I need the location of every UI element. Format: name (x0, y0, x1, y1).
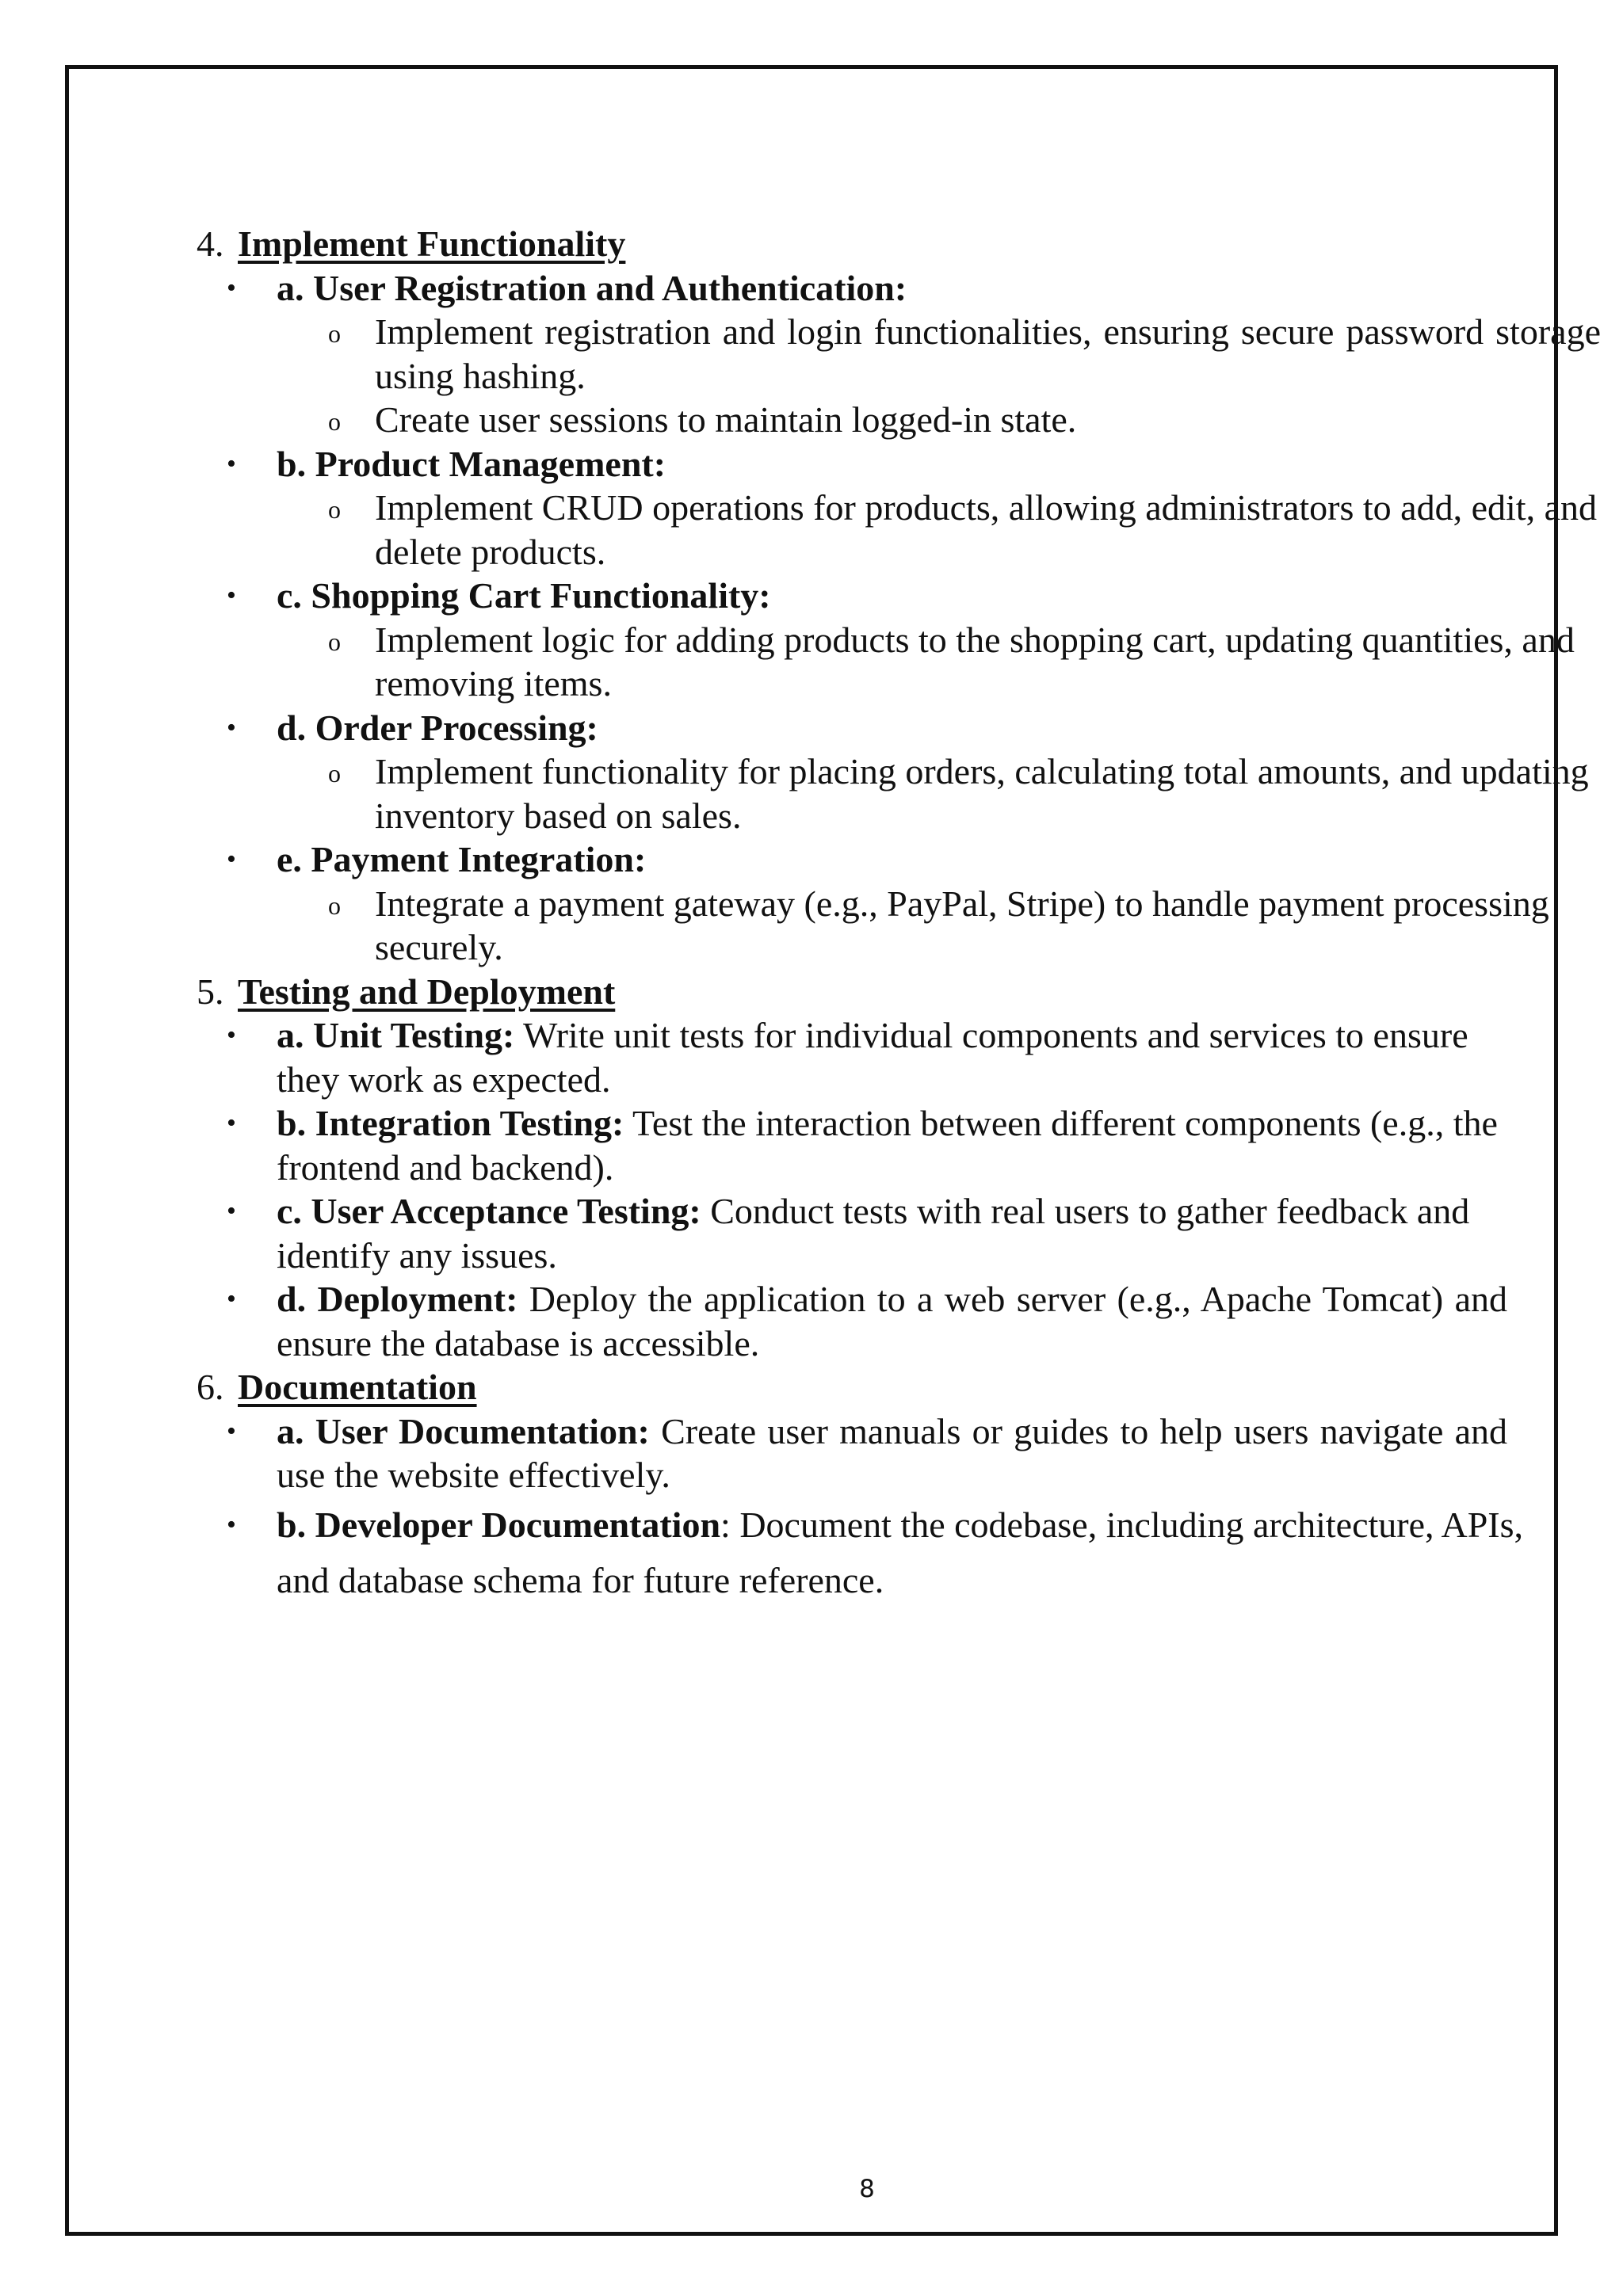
sub-item-text: Implement functionality for placing orders, calculating total amounts, and updating inventory based on sales. (375, 751, 1589, 836)
item-text: Test the interaction between different components (e.g., the frontend and backend). (277, 1103, 1498, 1188)
item-label: a. User Registration and Authentication: (277, 267, 907, 308)
bullet-icon: • (227, 1196, 236, 1226)
sub-list-item (197, 310, 1601, 398)
list-item (197, 1409, 1507, 1497)
bullet-icon: • (227, 1108, 236, 1138)
sub-list-item (197, 486, 1601, 574)
list-item (197, 442, 1507, 486)
sub-list-item (197, 882, 1601, 970)
circle-bullet-icon: o (328, 407, 341, 436)
bullet-icon: • (227, 712, 236, 742)
circle-bullet-icon: o (328, 627, 341, 656)
circle-bullet-icon: o (328, 319, 341, 348)
list-item (197, 1101, 1507, 1189)
item-label: d. Deployment: (277, 1279, 518, 1319)
section-heading (197, 222, 1560, 266)
list-item (197, 1189, 1507, 1277)
item-label: a. Unit Testing: (277, 1015, 515, 1055)
item-label: d. Order Processing: (277, 707, 598, 748)
bullet-icon: • (227, 1416, 236, 1446)
sub-list-item (197, 749, 1601, 837)
item-text: Write unit tests for individual components and services to ensure they work as expected. (277, 1015, 1468, 1100)
list-item (197, 1013, 1507, 1101)
sub-item-text: Create user sessions to maintain logged-in state. (375, 399, 1077, 440)
document-body (197, 222, 1601, 1608)
item-label: c. Shopping Cart Functionality: (277, 575, 771, 616)
page-number: 8 (859, 2175, 875, 2203)
sub-item-text: Implement CRUD operations for products, allowing administrators to add, edit, and delete products. (375, 487, 1597, 572)
section-number: 5. (197, 971, 224, 1012)
item-label: b. Product Management: (277, 443, 666, 484)
section-title: Testing and Deployment (238, 971, 616, 1012)
list-item (197, 837, 1507, 882)
bullet-icon: • (227, 845, 236, 874)
bullet-icon: • (227, 1020, 236, 1050)
list-item (197, 266, 1507, 311)
item-label: b. Developer Documentation (277, 1504, 721, 1545)
circle-bullet-icon: o (328, 495, 341, 524)
list-item (197, 1277, 1507, 1365)
section-title: Documentation (238, 1367, 477, 1407)
item-label: a. User Documentation: (277, 1410, 650, 1451)
bullet-icon: • (227, 273, 236, 303)
list-item (197, 706, 1507, 750)
item-label: b. Integration Testing: (277, 1103, 624, 1143)
sub-item-text: Implement logic for adding products to the shopping cart, updating quantities, and removing items. (375, 619, 1575, 704)
section-number: 6. (197, 1367, 224, 1407)
item-text: Conduct tests with real users to gather feedback and identify any issues. (277, 1191, 1470, 1276)
bullet-icon: • (227, 581, 236, 610)
bullet-icon: • (227, 448, 236, 479)
item-label: e. Payment Integration: (277, 839, 647, 879)
section-heading (197, 1365, 1560, 1409)
item-text: Create user manuals or guides to help users navigate and use the website effectively. (277, 1410, 1508, 1495)
list-item (197, 574, 1507, 618)
circle-bullet-icon: o (328, 759, 341, 788)
item-text: : Document the codebase, including architecture, APIs, and database schema for future reference. (277, 1504, 1524, 1600)
item-label: c. User Acceptance Testing: (277, 1191, 701, 1231)
circle-bullet-icon: o (328, 891, 341, 920)
sub-item-text: Implement registration and login functionalities, ensuring secure password storage using hashing. (375, 311, 1601, 396)
item-text: Deploy the application to a web server (e.g., Apache Tomcat) and ensure the database is accessible. (277, 1279, 1507, 1363)
bullet-icon: • (227, 1509, 236, 1539)
section-number: 4. (197, 223, 224, 264)
list-item (197, 1497, 1576, 1608)
sub-list-item (197, 618, 1601, 706)
section-title: Implement Functionality (238, 223, 626, 264)
bullet-icon: • (227, 1284, 236, 1314)
sub-item-text: Integrate a payment gateway (e.g., PayPal, Stripe) to handle payment processing securely. (375, 883, 1549, 967)
sub-list-item (197, 398, 1601, 442)
section-heading (197, 970, 1560, 1014)
